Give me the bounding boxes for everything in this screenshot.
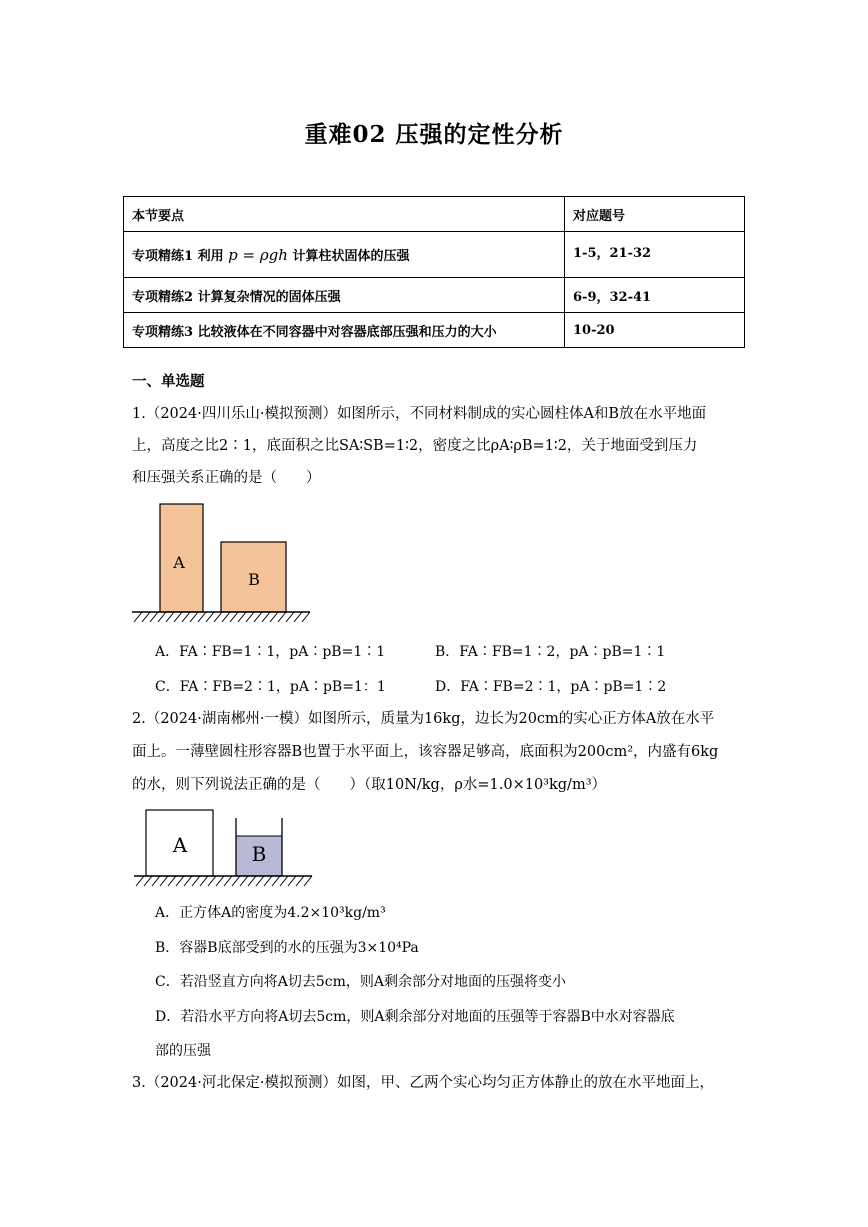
q1-line3: 和压强关系正确的是（ ） <box>132 470 321 486</box>
table-header-row <box>124 197 745 232</box>
q1-option-b[interactable]: B．FA∶FB=1∶2，pA∶pB=1∶1 <box>435 644 666 660</box>
table-cell <box>124 232 565 278</box>
q1-option-a[interactable]: A．FA∶FB=1∶1，pA∶pB=1∶1 <box>155 644 386 660</box>
outline-table <box>123 196 745 348</box>
q2-line2: 面上。一薄壁圆柱形容器B也置于水平面上，该容器足够高，底面积为200cm²，内盛有6kg <box>132 744 719 760</box>
q1-figure <box>130 500 312 624</box>
q2-line3: 的水，则下列说法正确的是（ ）（取10N/kg，ρ水=1.0×10³kg/m³） <box>132 777 607 793</box>
label-a: A <box>173 553 185 572</box>
ground-hatch <box>136 876 312 886</box>
table-row <box>124 313 745 348</box>
label-b: B <box>248 570 260 589</box>
q1-line2: 上，高度之比2∶1，底面积之比SA∶SB=1∶2，密度之比ρA∶ρB=1∶2，关于地面受到压力 <box>132 438 698 454</box>
q2-option-c[interactable]: C．若沿竖直方向将A切去5cm，则A剩余部分对地面的压强将变小 <box>155 974 566 990</box>
q1-option-d[interactable]: D．FA∶FB=2∶1，pA∶pB=1∶2 <box>435 679 667 695</box>
section-heading: 一、单选题 <box>132 373 205 390</box>
table-cell: 10-20 <box>565 313 745 348</box>
q1-line1: 1.（2024·四川乐山·模拟预测）如图所示，不同材料制成的实心圆柱体A和B放在水平地面 <box>132 406 707 422</box>
q2-option-d[interactable]: D．若沿水平方向将A切去5cm，则A剩余部分对地面的压强等于容器B中水对容器底 <box>155 1009 675 1025</box>
q2-option-b[interactable]: B．容器B底部受到的水的压强为3×10⁴Pa <box>155 940 419 956</box>
table-row <box>124 278 745 313</box>
table-cell: 专项精练3 比较液体在不同容器中对容器底部压强和压力的大小 <box>124 313 565 348</box>
table-cell: 1-5，21-32 <box>565 232 745 278</box>
table-header-cell: 对应题号 <box>565 197 745 232</box>
q2-option-a[interactable]: A．正方体A的密度为4.2×10³kg/m³ <box>155 905 386 921</box>
q2-option-d-cont: 部的压强 <box>155 1043 211 1059</box>
row-prefix: 专项精练1 利用 <box>132 249 224 264</box>
table-header-cell: 本节要点 <box>124 197 565 232</box>
ground-hatch <box>134 612 310 622</box>
formula: p = ρgh <box>228 246 288 264</box>
table-cell: 6-9，32-41 <box>565 278 745 313</box>
table-row <box>124 232 745 278</box>
row-suffix: 计算柱状固体的压强 <box>292 249 410 264</box>
page-title: 重难02 压强的定性分析 <box>304 121 564 148</box>
label-b: B <box>251 842 267 866</box>
q1-option-c[interactable]: C．FA∶FB=2∶1，pA∶pB=1：1 <box>155 679 386 695</box>
q3-line1: 3.（2024·河北保定·模拟预测）如图，甲、乙两个实心均匀正方体静止的放在水平地面上， <box>132 1075 714 1091</box>
table-cell: 专项精练2 计算复杂情况的固体压强 <box>124 278 565 313</box>
label-a: A <box>172 833 188 857</box>
q2-figure <box>130 806 314 888</box>
q2-line1: 2.（2024·湖南郴州·一模）如图所示，质量为16kg，边长为20cm的实心正方体A放在水平 <box>132 711 715 727</box>
